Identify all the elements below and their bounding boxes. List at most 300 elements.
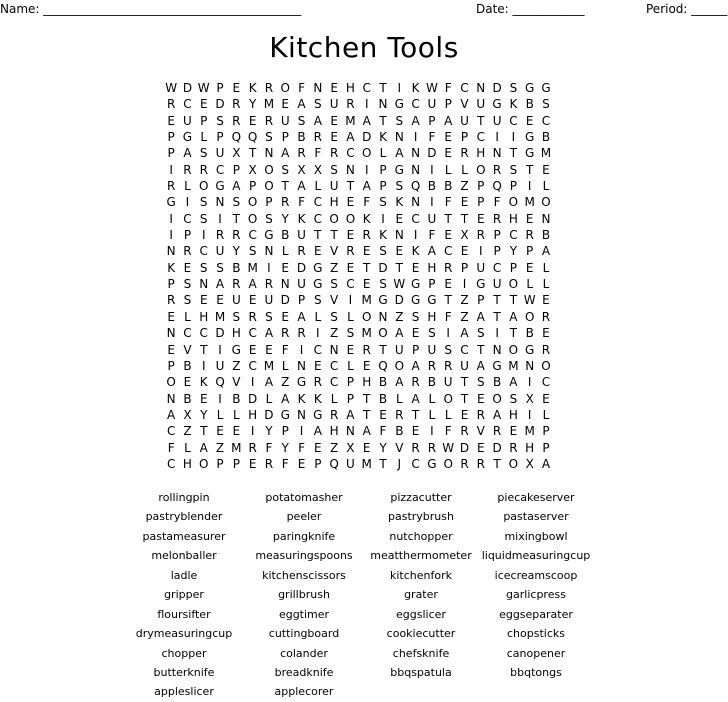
- grid-letter: R: [232, 228, 241, 243]
- grid-letter: A: [427, 244, 436, 259]
- grid-letter: K: [313, 391, 322, 406]
- grid-letter: O: [247, 211, 258, 226]
- grid-letter: Q: [378, 358, 388, 373]
- grid-letter: L: [184, 440, 191, 455]
- word-list-item: nutchopper: [389, 529, 453, 543]
- grid-letter: N: [345, 162, 355, 177]
- grid-letter: A: [541, 244, 551, 259]
- grid-letter: A: [297, 309, 306, 324]
- grid-letter: P: [379, 162, 387, 177]
- grid-letter: R: [199, 162, 208, 177]
- grid-letter: S: [509, 81, 518, 95]
- grid-letter: N: [378, 309, 388, 324]
- grid-letter: J: [397, 456, 402, 471]
- grid-letter: S: [314, 293, 322, 308]
- grid-letter: Y: [281, 440, 289, 455]
- grid-letter: F: [281, 342, 289, 357]
- grid-letter: E: [248, 342, 257, 357]
- grid-letter: H: [231, 326, 241, 341]
- grid-letter: R: [248, 309, 257, 324]
- grid-letter: S: [444, 342, 452, 357]
- grid-letter: T: [493, 293, 501, 308]
- grid-letter: L: [281, 358, 289, 373]
- grid-letter: L: [542, 407, 550, 422]
- grid-letter: A: [297, 97, 306, 112]
- grid-letter: L: [265, 391, 273, 406]
- grid-letter: B: [378, 375, 388, 390]
- grid-letter: Z: [330, 260, 339, 275]
- grid-letter: L: [444, 407, 452, 422]
- grid-letter: A: [509, 375, 518, 390]
- grid-letter: C: [362, 81, 371, 95]
- grid-letter: L: [232, 407, 240, 422]
- grid-letter: T: [330, 228, 338, 243]
- word-list-item: eggtimer: [278, 607, 330, 621]
- grid-letter: B: [427, 179, 437, 194]
- grid-letter: A: [264, 375, 274, 390]
- word-list-item: kitchenscissors: [262, 568, 346, 582]
- grid-letter: C: [346, 277, 355, 292]
- grid-letter: D: [280, 293, 290, 308]
- grid-letter: T: [363, 407, 371, 422]
- grid-letter: E: [330, 81, 338, 95]
- word-list-item: grater: [404, 588, 438, 602]
- grid-letter: E: [265, 342, 273, 357]
- word-list: [123, 488, 593, 702]
- grid-letter: X: [313, 162, 322, 177]
- grid-letter: K: [509, 97, 518, 112]
- grid-letter: P: [183, 228, 192, 243]
- grid-letter: E: [379, 407, 387, 422]
- grid-letter: O: [443, 391, 453, 406]
- grid-letter: I: [430, 424, 434, 439]
- grid-letter: E: [346, 342, 355, 357]
- grid-letter: R: [297, 146, 306, 161]
- grid-letter: I: [250, 424, 255, 439]
- grid-letter: D: [427, 146, 437, 161]
- grid-letter: C: [460, 342, 469, 357]
- word-list-item: paringknife: [272, 529, 336, 543]
- grid-letter: A: [346, 407, 355, 422]
- grid-letter: G: [394, 97, 404, 112]
- grid-letter: R: [525, 228, 534, 243]
- grid-letter: E: [281, 260, 290, 275]
- grid-letter: Z: [460, 309, 469, 324]
- grid-letter: I: [201, 228, 206, 243]
- grid-letter: H: [329, 195, 339, 210]
- grid-letter: B: [232, 391, 241, 406]
- grid-letter: E: [509, 424, 518, 439]
- grid-letter: N: [329, 342, 339, 357]
- grid-letter: R: [492, 162, 502, 177]
- grid-letter: G: [525, 146, 535, 161]
- grid-letter: S: [476, 375, 485, 390]
- grid-letter: U: [476, 97, 486, 112]
- grid-letter: U: [492, 277, 502, 292]
- grid-letter: G: [427, 293, 437, 308]
- grid-letter: E: [346, 260, 355, 275]
- word-search-grid: [163, 80, 554, 472]
- grid-letter: O: [508, 456, 519, 471]
- grid-letter: P: [460, 130, 469, 145]
- grid-letter: B: [525, 326, 534, 341]
- grid-letter: G: [182, 130, 193, 145]
- grid-letter: E: [362, 358, 371, 373]
- grid-letter: C: [313, 195, 323, 210]
- grid-letter: P: [314, 456, 322, 471]
- grid-letter: A: [281, 391, 290, 406]
- grid-letter: O: [394, 358, 405, 373]
- grid-letter: V: [183, 342, 192, 357]
- grid-letter: B: [427, 375, 437, 390]
- date-field[interactable]: Date: ____________: [476, 2, 585, 16]
- grid-letter: K: [167, 260, 176, 275]
- grid-letter: P: [281, 130, 289, 145]
- grid-letter: A: [248, 277, 257, 292]
- grid-letter: R: [411, 440, 420, 455]
- grid-letter: P: [232, 162, 240, 177]
- grid-letter: T: [509, 326, 518, 341]
- grid-letter: Y: [509, 244, 518, 259]
- grid-letter: E: [542, 391, 550, 406]
- grid-letter: U: [264, 293, 274, 308]
- grid-letter: C: [492, 260, 502, 275]
- grid-letter: K: [297, 211, 306, 226]
- grid-letter: C: [476, 130, 485, 145]
- grid-letter: H: [427, 260, 437, 275]
- word-list-item: mixingbowl: [504, 529, 568, 543]
- grid-letter: P: [216, 130, 224, 145]
- grid-letter: S: [314, 97, 322, 112]
- word-list-item: grillbrush: [278, 588, 330, 602]
- grid-letter: F: [298, 440, 305, 455]
- grid-letter: X: [183, 407, 192, 422]
- grid-letter: R: [509, 440, 518, 455]
- grid-letter: P: [216, 456, 224, 471]
- grid-letter: K: [411, 244, 420, 259]
- grid-letter: M: [214, 309, 226, 324]
- grid-letter: N: [411, 162, 421, 177]
- word-list-item: chopsticks: [507, 627, 565, 641]
- grid-letter: E: [183, 260, 192, 275]
- grid-letter: E: [362, 277, 371, 292]
- grid-letter: R: [183, 244, 192, 259]
- grid-letter: L: [461, 162, 468, 177]
- grid-letter: R: [232, 97, 241, 112]
- grid-letter: T: [477, 342, 485, 357]
- grid-letter: E: [411, 260, 420, 275]
- grid-letter: L: [330, 391, 338, 406]
- grid-letter: P: [167, 277, 175, 292]
- grid-letter: S: [509, 391, 518, 406]
- grid-letter: Q: [215, 375, 225, 390]
- grid-letter: X: [297, 162, 306, 177]
- grid-letter: S: [265, 211, 273, 226]
- grid-letter: S: [199, 211, 208, 226]
- word-list-item: eggslicer: [396, 607, 446, 621]
- grid-letter: I: [511, 130, 516, 145]
- grid-letter: N: [476, 81, 486, 95]
- grid-letter: N: [264, 244, 274, 259]
- word-list-item: canopener: [506, 646, 566, 660]
- grid-letter: I: [527, 375, 532, 390]
- grid-letter: R: [427, 358, 437, 373]
- grid-letter: U: [460, 113, 469, 128]
- grid-letter: S: [379, 244, 387, 259]
- grid-letter: U: [297, 277, 306, 292]
- grid-letter: E: [395, 211, 404, 226]
- grid-letter: R: [264, 277, 274, 292]
- grid-letter: Z: [395, 309, 404, 324]
- grid-letter: X: [525, 391, 534, 406]
- grid-letter: N: [297, 407, 307, 422]
- grid-letter: L: [216, 407, 224, 422]
- grid-letter: Z: [460, 293, 469, 308]
- grid-letter: S: [330, 162, 338, 177]
- grid-letter: A: [215, 277, 225, 292]
- grid-letter: I: [201, 358, 206, 373]
- grid-letter: S: [232, 309, 241, 324]
- grid-letter: K: [379, 228, 387, 243]
- word-list-item: breadknife: [274, 665, 334, 679]
- grid-letter: A: [541, 456, 551, 471]
- grid-letter: A: [313, 424, 322, 439]
- grid-letter: G: [492, 358, 502, 373]
- grid-letter: R: [460, 424, 469, 439]
- grid-letter: S: [232, 195, 241, 210]
- grid-letter: T: [493, 456, 501, 471]
- grid-letter: P: [167, 130, 175, 145]
- grid-letter: N: [541, 211, 551, 226]
- grid-letter: C: [313, 342, 323, 357]
- grid-letter: O: [541, 195, 551, 210]
- grid-letter: E: [444, 146, 452, 161]
- grid-letter: G: [525, 81, 535, 95]
- grid-letter: E: [167, 309, 175, 324]
- grid-letter: X: [232, 146, 241, 161]
- grid-letter: P: [232, 456, 240, 471]
- grid-letter: Q: [329, 456, 339, 471]
- grid-letter: G: [313, 407, 323, 422]
- grid-letter: R: [329, 146, 339, 161]
- grid-letter: X: [525, 456, 534, 471]
- grid-letter: N: [166, 244, 176, 259]
- grid-letter: P: [542, 440, 550, 455]
- grid-letter: Y: [232, 244, 240, 259]
- grid-letter: R: [264, 113, 274, 128]
- grid-letter: N: [280, 277, 290, 292]
- grid-letter: R: [476, 456, 485, 471]
- word-list-item: pastameasurer: [142, 529, 226, 543]
- grid-letter: D: [182, 81, 193, 95]
- grid-letter: E: [476, 211, 485, 226]
- grid-letter: I: [299, 424, 304, 439]
- grid-letter: F: [493, 195, 501, 210]
- grid-letter: W: [197, 81, 210, 95]
- grid-letter: S: [428, 326, 436, 341]
- word-list-item: colander: [280, 646, 328, 660]
- grid-letter: I: [169, 228, 173, 243]
- grid-letter: R: [281, 195, 290, 210]
- grid-letter: E: [297, 456, 306, 471]
- grid-letter: U: [297, 228, 306, 243]
- grid-letter: R: [541, 342, 551, 357]
- grid-letter: C: [199, 244, 208, 259]
- grid-letter: P: [460, 260, 469, 275]
- word-list-item: measuringspoons: [255, 549, 353, 563]
- grid-letter: U: [183, 113, 192, 128]
- grid-letter: E: [476, 440, 485, 455]
- grid-letter: N: [166, 391, 176, 406]
- grid-letter: E: [216, 293, 224, 308]
- grid-letter: A: [444, 113, 453, 128]
- grid-letter: S: [199, 260, 208, 275]
- grid-letter: P: [444, 97, 452, 112]
- word-list-item: icecreamscoop: [494, 568, 578, 582]
- grid-letter: S: [297, 113, 306, 128]
- grid-letter: T: [281, 179, 289, 194]
- grid-letter: Y: [248, 97, 257, 112]
- grid-letter: E: [314, 358, 322, 373]
- grid-letter: R: [541, 309, 551, 324]
- grid-letter: S: [216, 113, 224, 128]
- grid-letter: T: [444, 211, 452, 226]
- grid-letter: E: [476, 391, 485, 406]
- grid-letter: O: [361, 309, 372, 324]
- grid-letter: I: [462, 277, 467, 292]
- grid-letter: F: [428, 228, 436, 243]
- grid-letter: M: [263, 358, 275, 373]
- grid-letter: R: [313, 130, 322, 145]
- grid-letter: L: [200, 130, 208, 145]
- grid-letter: S: [199, 195, 208, 210]
- grid-letter: F: [379, 424, 387, 439]
- grid-letter: E: [542, 293, 550, 308]
- grid-letter: R: [346, 97, 355, 112]
- grid-letter: D: [296, 260, 307, 275]
- grid-letter: S: [395, 179, 404, 194]
- grid-letter: R: [411, 375, 420, 390]
- grid-letter: P: [249, 179, 257, 194]
- grid-letter: A: [362, 179, 371, 194]
- grid-letter: P: [477, 195, 485, 210]
- word-list-item: pastaserver: [503, 510, 569, 524]
- name-field[interactable]: Name: ___________________________________________: [0, 2, 302, 16]
- grid-letter: G: [525, 342, 535, 357]
- grid-letter: G: [231, 342, 241, 357]
- grid-letter: S: [183, 277, 192, 292]
- grid-letter: I: [299, 342, 304, 357]
- grid-letter: F: [167, 440, 175, 455]
- grid-letter: N: [264, 146, 274, 161]
- grid-letter: R: [476, 407, 485, 422]
- grid-letter: U: [215, 244, 225, 259]
- grid-letter: X: [248, 162, 257, 177]
- grid-letter: T: [248, 146, 257, 161]
- grid-letter: S: [411, 309, 420, 324]
- grid-letter: T: [509, 146, 518, 161]
- grid-letter: R: [313, 375, 322, 390]
- grid-letter: E: [460, 244, 469, 259]
- grid-letter: M: [263, 97, 275, 112]
- grid-letter: T: [363, 260, 371, 275]
- grid-letter: U: [427, 342, 437, 357]
- grid-letter: R: [460, 456, 469, 471]
- grid-letter: U: [460, 358, 469, 373]
- grid-letter: C: [346, 146, 355, 161]
- grid-letter: P: [493, 228, 501, 243]
- grid-letter: I: [364, 97, 369, 112]
- grid-letter: S: [346, 326, 355, 341]
- grid-letter: R: [166, 97, 176, 112]
- grid-letter: R: [297, 326, 306, 341]
- grid-letter: I: [495, 326, 499, 341]
- grid-letter: P: [428, 113, 436, 128]
- grid-letter: I: [364, 162, 369, 177]
- grid-letter: K: [411, 81, 420, 95]
- grid-letter: W: [393, 277, 406, 292]
- grid-letter: O: [508, 195, 519, 210]
- grid-letter: L: [314, 309, 322, 324]
- grid-letter: A: [232, 179, 241, 194]
- grid-letter: R: [427, 440, 437, 455]
- grid-letter: E: [199, 391, 208, 406]
- grid-letter: C: [541, 375, 551, 390]
- grid-letter: C: [215, 162, 225, 177]
- grid-letter: M: [345, 113, 356, 128]
- grid-letter: U: [427, 97, 437, 112]
- grid-letter: I: [169, 162, 173, 177]
- grid-letter: B: [183, 358, 192, 373]
- grid-letter: L: [184, 179, 191, 194]
- grid-letter: R: [297, 244, 306, 259]
- word-list-item: ladle: [170, 568, 198, 582]
- grid-letter: R: [395, 407, 404, 422]
- grid-letter: S: [199, 146, 208, 161]
- grid-letter: F: [428, 130, 436, 145]
- grid-letter: P: [428, 277, 436, 292]
- grid-letter: B: [541, 130, 551, 145]
- grid-letter: A: [411, 358, 420, 373]
- grid-letter: T: [526, 162, 534, 177]
- grid-letter: O: [443, 456, 453, 471]
- grid-letter: V: [232, 375, 241, 390]
- grid-letter: D: [215, 97, 225, 112]
- word-list-item: chefsknife: [392, 646, 450, 660]
- grid-letter: K: [362, 211, 371, 226]
- grid-letter: U: [427, 211, 437, 226]
- word-list-item: melonballer: [151, 549, 217, 563]
- grid-letter: I: [446, 326, 450, 341]
- period-field[interactable]: Period: ______: [646, 2, 728, 16]
- grid-letter: A: [411, 113, 420, 128]
- grid-letter: B: [281, 228, 290, 243]
- grid-letter: M: [508, 358, 519, 373]
- grid-letter: R: [492, 211, 502, 226]
- grid-letter: O: [361, 146, 372, 161]
- grid-letter: P: [509, 179, 517, 194]
- grid-letter: M: [361, 293, 372, 308]
- grid-letter: I: [413, 130, 418, 145]
- grid-letter: T: [460, 391, 469, 406]
- word-list-item: butterknife: [153, 665, 215, 679]
- grid-letter: E: [411, 424, 420, 439]
- grid-letter: T: [363, 391, 371, 406]
- grid-letter: A: [395, 146, 404, 161]
- grid-letter: U: [215, 358, 225, 373]
- grid-letter: E: [167, 113, 175, 128]
- grid-letter: V: [395, 440, 404, 455]
